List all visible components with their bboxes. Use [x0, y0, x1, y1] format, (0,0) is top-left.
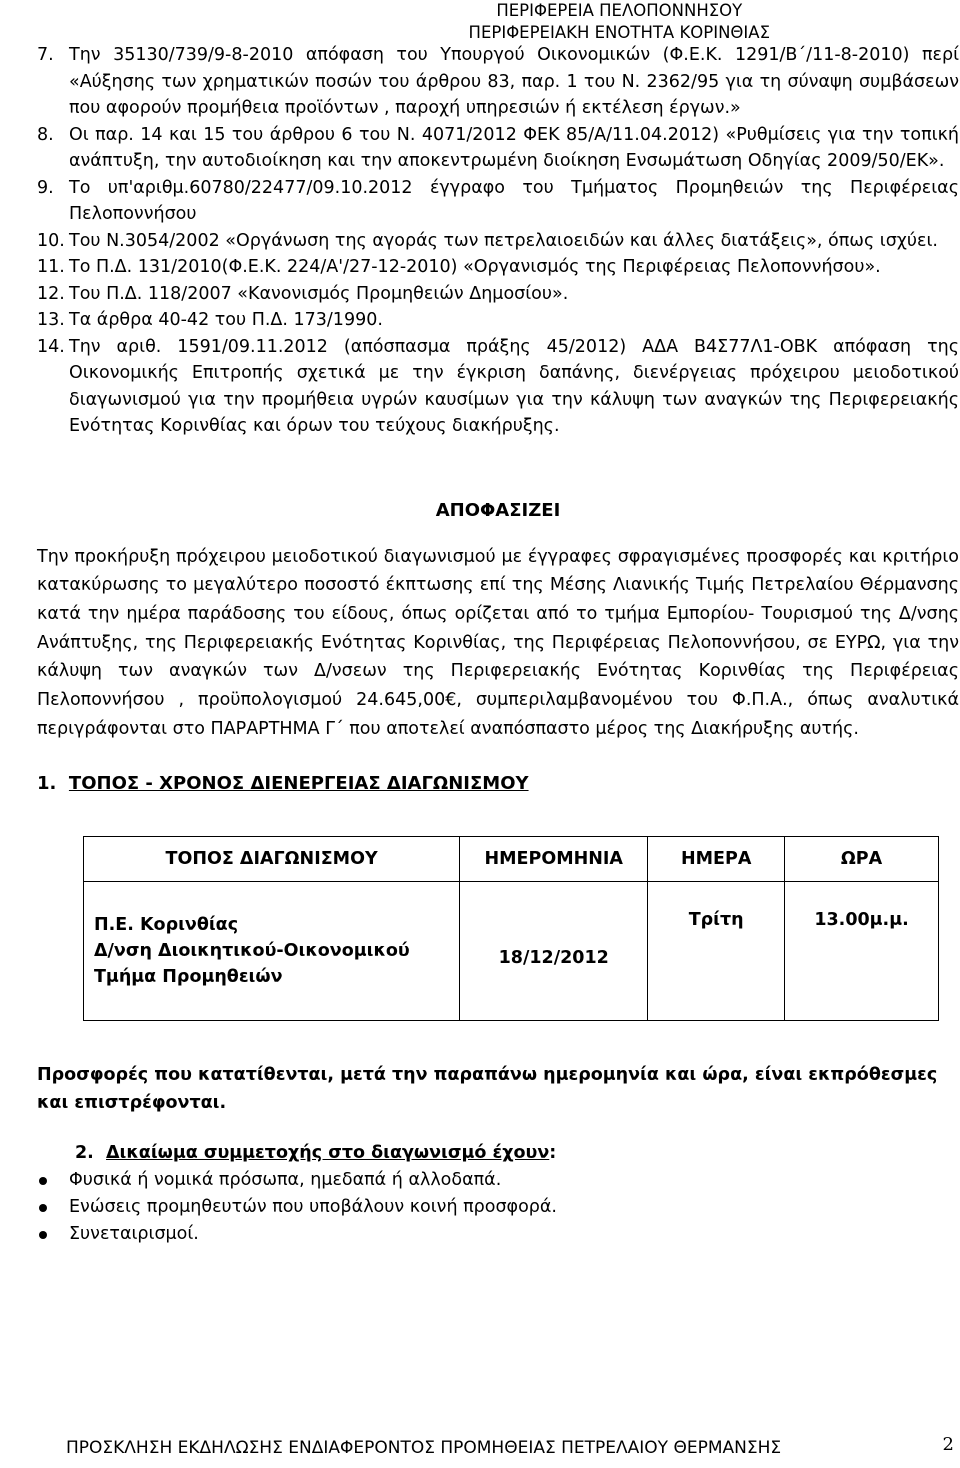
list-item: [37, 1194, 959, 1221]
document-footer: ΠΡΟΣΚΛΗΣΗ ΕΚΔΗΛΩΣΗΣ ΕΝΔΙΑΦΕΡΟΝΤΟΣ ΠΡΟΜΗΘΕΙΑΣ ΠΕΤΡΕΛΑΙΟΥ ΘΕΡΜΑΝΣΗΣ: [66, 1438, 782, 1458]
item-number: 11.: [37, 257, 65, 277]
item-number: 14.: [37, 336, 65, 357]
cell-time: [785, 882, 939, 1021]
header-cell-day: ΗΜΕΡΑ: [648, 837, 785, 882]
document-header: [469, 0, 770, 44]
item-number: 7.: [37, 45, 54, 65]
header-cell-place: ΤΟΠΟΣ ΔΙΑΓΩΝΙΣΜΟΥ: [84, 837, 460, 882]
cell-date: [460, 882, 648, 1021]
place-line: Τμήμα Προμηθειών: [94, 967, 283, 988]
section-number: 2.: [75, 1143, 94, 1164]
cell-place: [84, 882, 460, 1021]
list-item-text: Φυσικά ή νομικά πρόσωπα, ημεδαπά ή αλλοδαπά.: [69, 1170, 502, 1191]
bids-deadline-note: Προσφορές που κατατίθενται, μετά την παραπάνω ημερομηνία και ώρα, είναι εκπρόθεσμες και επιστρέφονται.: [37, 1065, 938, 1114]
item-text: Το Π.Δ. 131/2010(Φ.Ε.Κ. 224/Α'/27-12-2010) «Οργανισμός της Περιφέρειας Πελοποννήσου».: [69, 257, 881, 277]
legal-item-12: [37, 281, 959, 308]
header-region: ΠΕΡΙΦΕΡΕΙΑ ΠΕΛΟΠΟΝΝΗΣΟΥ: [496, 1, 743, 20]
bullet-icon: [37, 1194, 69, 1221]
decision-paragraph: Την προκήρυξη πρόχειρου μειοδοτικού διαγωνισμού με έγγραφες σφραγισμένες προσφορές και κριτήριο κατακύρωσης το μεγαλύτερο ποσοστό έκπτωσης επί της Μέσης Λιανικής Τιμής Πετρελαίου Θέρμανσης κατά την ημέρα παράδοσης του είδους, όπως ορίζεται από το τμήμα Εμπορίου- Τουρισμού της Δ/νσης Ανάπτυξης, της Περιφερειακής Ενότητας Κορινθίας, της Περιφέρειας Πελοποννήσου, σε ΕΥΡΩ, για την κάλυψη των αναγκών των Δ/νσεων της Περιφερειακής Ενότητας Κορινθίας της Περιφέρειας Πελοποννήσου , προϋπολογισμού 24.645,00€, συμπεριλαμβανομένου του Φ.Π.Α., όπως αναλυτικά περιγράφονται στο ΠΑΡΑΡΤΗΜΑ Γ΄ που αποτελεί αναπόσπαστο μέρος της Διακήρυξης αυτής.: [37, 546, 959, 739]
table-header-row: [84, 837, 939, 882]
list-item-text: Συνεταιρισμοί.: [69, 1224, 199, 1245]
legal-item-7: [37, 42, 959, 122]
item-text: Το υπ'αριθμ.60780/22477/09.10.2012 έγγραφο του Τμήματος Προμηθειών της Περιφέρειας Πελοποννήσου: [69, 177, 959, 224]
tender-venue-table: [83, 836, 939, 1021]
table-row: [84, 882, 939, 1021]
list-item-text: Ενώσεις προμηθευτών που υποβάλουν κοινή προσφορά.: [69, 1197, 557, 1218]
legal-item-11: [37, 254, 959, 281]
section-title: Δικαίωμα συμμετοχής στο διαγωνισμό έχουν: [106, 1143, 550, 1164]
section-2-heading: [75, 1139, 959, 1167]
header-cell-time: ΩΡΑ: [785, 837, 939, 882]
section-number: 1.: [37, 773, 57, 795]
legal-item-13: [37, 307, 959, 334]
item-number: 13.: [37, 310, 65, 330]
legal-item-9: [37, 175, 959, 228]
day-value: Τρίτη: [688, 910, 744, 931]
legal-item-14: [37, 334, 959, 440]
legal-item-8: [37, 122, 959, 175]
bullet-icon: [37, 1221, 69, 1248]
item-number: 10.: [37, 230, 65, 251]
item-text: Του Ν.3054/2002 «Οργάνωση της αγοράς των πετρελαιοειδών και άλλες διατάξεις», όπως ισχύει.: [69, 230, 938, 251]
item-text: Του Π.Δ. 118/2007 «Κανονισμός Προμηθειών Δημοσίου».: [69, 283, 569, 304]
section-title: ΤΟΠΟΣ - ΧΡΟΝΟΣ ΔΙΕΝΕΡΓΕΙΑΣ ΔΙΑΓΩΝΙΣΜΟΥ: [68, 773, 529, 795]
item-number: 9.: [37, 177, 54, 198]
date-value: 18/12/2012: [498, 948, 609, 969]
page-number: 2: [942, 1434, 954, 1455]
item-text: Οι παρ. 14 και 15 του άρθρου 6 του Ν. 4071/2012 ΦΕΚ 85/Α/11.04.2012) «Ρυθμίσεις για την τοπική ανάπτυξη, την αυτοδιοίκηση και την αποκεντρωμένη διοίκηση Ενσωμάτωση Οδηγίας 2009/50/ΕΚ».: [69, 124, 959, 171]
decision-heading: ΑΠΟΦΑΣΙΖΕΙ: [435, 499, 561, 521]
item-text: Την αριθ. 1591/09.11.2012 (απόσπασμα πράξης 45/2012) ΑΔΑ Β4Σ77Λ1-ΟΒΚ απόφαση της Οικονομικής Επιτροπής σχετικά με την έγκριση δαπάνης, διενέργειας πρόχειρου μειοδοτικού διαγωνισμού για την προμήθεια υγρών καυσίμων για την κάλυψη των αναγκών της Περιφερειακής Ενότητας Κορινθίας και όρων του τεύχους διακήρυξης.: [69, 336, 959, 436]
item-number: 8.: [37, 124, 54, 145]
header-cell-date: ΗΜΕΡΟΜΗΝΙΑ: [460, 837, 648, 882]
place-line: Δ/νση Διοικητικού-Οικονομικού: [94, 941, 410, 962]
section-colon: :: [549, 1143, 557, 1164]
legal-item-10: [37, 228, 959, 255]
header-unit: ΠΕΡΙΦΕΡΕΙΑΚΗ ΕΝΟΤΗΤΑ ΚΟΡΙΝΘΙΑΣ: [468, 23, 770, 42]
time-value: 13.00μ.μ.: [814, 910, 909, 931]
item-text: Την 35130/739/9-8-2010 απόφαση του Υπουργού Οικονομικών (Φ.Ε.Κ. 1291/Β΄/11-8-2010) περί «Αύξησης των χρηματικών ποσών του άρθρου 83, παρ. 1 του Ν. 2362/95 για τη σύναψη συμβάσεων που αφορούν προμήθεια προϊόντων , παροχή υπηρεσιών ή εκτέλεση έργων.»: [69, 45, 959, 118]
list-item: [37, 1221, 959, 1248]
section-1-heading: [37, 773, 959, 794]
list-item: [37, 1167, 959, 1194]
item-text: Τα άρθρα 40-42 του Π.Δ. 173/1990.: [69, 310, 383, 330]
cell-day: [648, 882, 785, 1021]
item-number: 12.: [37, 283, 65, 304]
document-body: [37, 42, 959, 1248]
bullet-icon: [37, 1167, 69, 1194]
eligibility-list: [37, 1167, 959, 1248]
place-line: Π.Ε. Κορινθίας: [94, 915, 239, 936]
